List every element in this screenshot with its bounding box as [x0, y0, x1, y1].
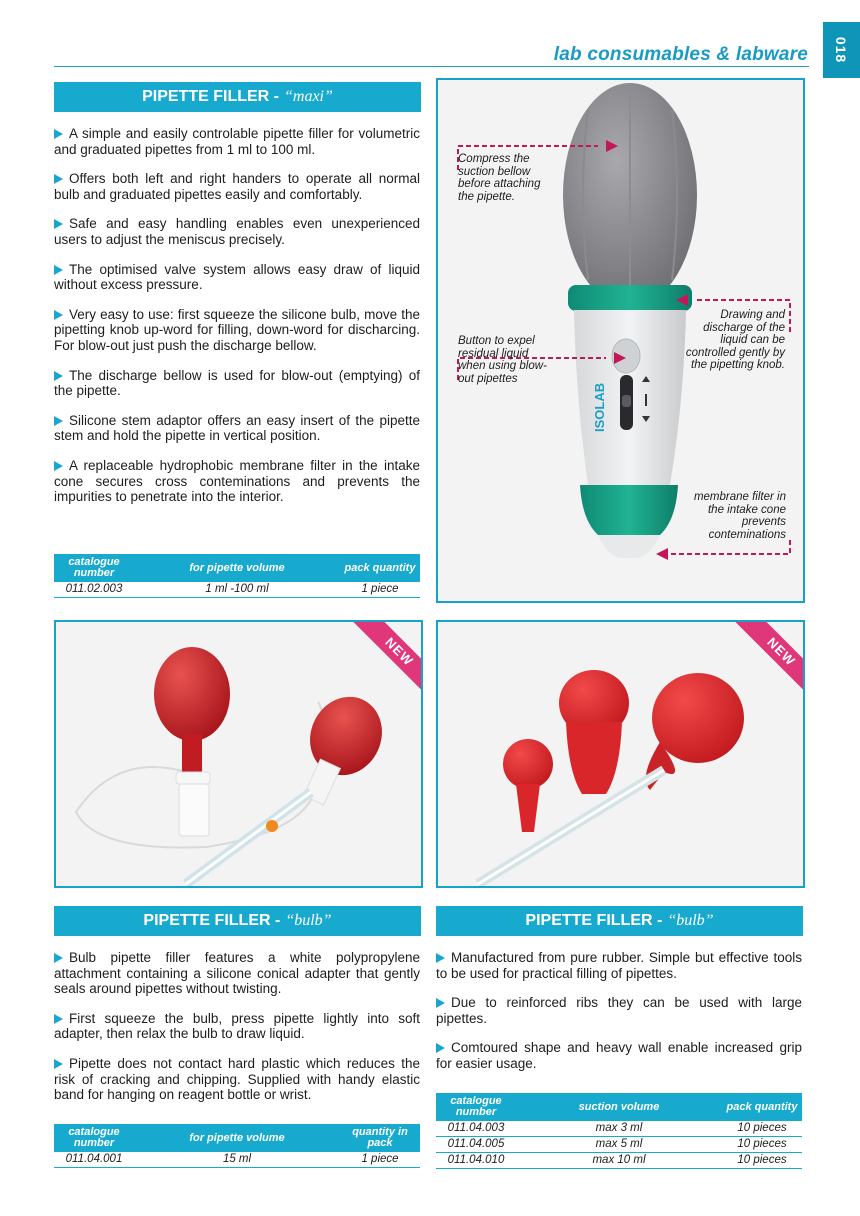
list-item: Pipette does not contact hard plastic which reduces the risk of cracking and chipping. Supplied with handy elastic band for hanging on reagent bottle or wrist. [54, 1055, 420, 1103]
table-header [54, 554, 420, 582]
list-item: First squeeze the bulb, press pipette lightly into soft adapter, then relax the bulb to draw liquid. [54, 1010, 420, 1042]
isolab-logo: ISOLAB [592, 382, 607, 432]
bulb2-description [436, 950, 802, 1086]
column-header: pack quantity [344, 561, 416, 574]
bulb1-illustration [56, 622, 421, 886]
callout-drawing: Drawing and discharge of the liquid can be controlled gently by the pipetting knob. [685, 309, 785, 371]
list-item: Very easy to use: first squeeze the silicone bulb, move the pipetting knob up-word for filling, down-word for discharcing. For blow-out just push the discharge bellow. [54, 306, 420, 353]
page-number: 018 [833, 36, 850, 64]
column-header: suction volume [578, 1100, 660, 1113]
maxi-title: PIPETTE FILLER - [142, 88, 279, 105]
arrow-bullet-icon [54, 129, 63, 139]
table-row: 011.04.001 15 ml 1 piece [54, 1152, 420, 1168]
bulb1-title-bar [54, 906, 421, 936]
arrow-bullet-icon [54, 1014, 63, 1024]
list-item: Bulb pipette filler features a white polypropylene attachment containing a silicone conical adapter that gently seals around pipettes without twisting. [54, 950, 420, 997]
bulb2-product-photo [436, 620, 805, 888]
callout-button: Button to expel residual liquid when using blow-out pipettes [458, 335, 547, 385]
column-header: catalogue number [68, 1126, 120, 1149]
bulb2-table [436, 1093, 802, 1169]
page-number-tab [823, 22, 860, 78]
list-item: A replaceable hydrophobic membrane filter in the intake cone secures cross conteminations and prevents the impurities to penetrate into the interior. [54, 457, 420, 505]
bulb1-subtitle: “bulb” [285, 912, 332, 929]
new-badge: NEW [352, 620, 423, 699]
table-row: 011.04.003 max 3 ml 10 pieces [436, 1121, 802, 1137]
arrow-bullet-icon [54, 953, 63, 963]
table-row: 011.02.003 1 ml -100 ml 1 piece [54, 582, 420, 598]
table-row: 011.04.005 max 5 ml 10 pieces [436, 1137, 802, 1153]
bulb2-illustration [438, 622, 803, 886]
arrow-bullet-icon [436, 998, 445, 1008]
arrow-bullet-icon [54, 371, 63, 381]
header-rule [54, 66, 809, 67]
arrow-bullet-icon [436, 1043, 445, 1053]
column-header: pack quantity [726, 1100, 798, 1113]
callout-membrane: membrane filter in the intake cone prevents conteminations [693, 491, 786, 541]
maxi-table [54, 554, 420, 598]
list-item: Offers both left and right handers to operate all normal bulb and graduated pipettes easily and comfortably. [54, 171, 420, 202]
table-row: 011.04.010 max 10 ml 10 pieces [436, 1153, 802, 1169]
arrow-bullet-icon [54, 219, 63, 229]
column-header: catalogue number [450, 1095, 502, 1118]
list-item: Safe and easy handling enables even unexperienced users to adjust the meniscus precisely. [54, 216, 420, 247]
bulb1-product-photo [54, 620, 423, 888]
section-title: lab consumables & labware [553, 44, 808, 65]
arrow-bullet-icon [54, 461, 63, 471]
bulb1-description [54, 950, 420, 1117]
arrow-bullet-icon [54, 310, 63, 320]
column-header: catalogue number [68, 556, 120, 579]
table-header [436, 1093, 802, 1121]
list-item: Due to reinforced ribs they can be used with large pipettes. [436, 995, 802, 1026]
bulb2-subtitle: “bulb” [667, 912, 714, 929]
arrow-bullet-icon [54, 416, 63, 426]
list-item: Comtoured shape and heavy wall enable increased grip for easier usage. [436, 1040, 802, 1071]
column-header: quantity in pack [352, 1126, 408, 1149]
bulb2-title-bar [436, 906, 803, 936]
arrow-bullet-icon [54, 174, 63, 184]
maxi-description [54, 126, 420, 519]
column-header: for pipette volume [189, 561, 285, 574]
bulb1-title: PIPETTE FILLER - [143, 912, 281, 929]
bulb2-title: PIPETTE FILLER - [525, 912, 663, 929]
arrow-bullet-icon [436, 953, 445, 963]
maxi-subtitle: “maxi” [283, 88, 333, 105]
list-item: Silicone stem adaptor offers an easy insert of the pipette stem and hold the pipette in vertical position. [54, 412, 420, 444]
list-item: Manufactured from pure rubber. Simple but effective tools to be used for practical filling of pipettes. [436, 950, 802, 981]
bulb1-table [54, 1124, 420, 1168]
list-item: The discharge bellow is used for blow-out (emptying) of the pipette. [54, 367, 420, 399]
maxi-title-bar [54, 82, 421, 112]
column-header: for pipette volume [189, 1131, 285, 1144]
table-header [54, 1124, 420, 1152]
maxi-product-photo [436, 78, 805, 603]
list-item: A simple and easily controlable pipette filler for volumetric and graduated pipettes from 1 ml to 100 ml. [54, 126, 420, 157]
arrow-bullet-icon [54, 1059, 63, 1069]
callout-compress: Compress the suction bellow before attaching the pipette. [458, 153, 541, 203]
list-item: The optimised valve system allows easy draw of liquid without excess pressure. [54, 261, 420, 293]
new-badge: NEW [734, 620, 805, 699]
arrow-bullet-icon [54, 265, 63, 275]
